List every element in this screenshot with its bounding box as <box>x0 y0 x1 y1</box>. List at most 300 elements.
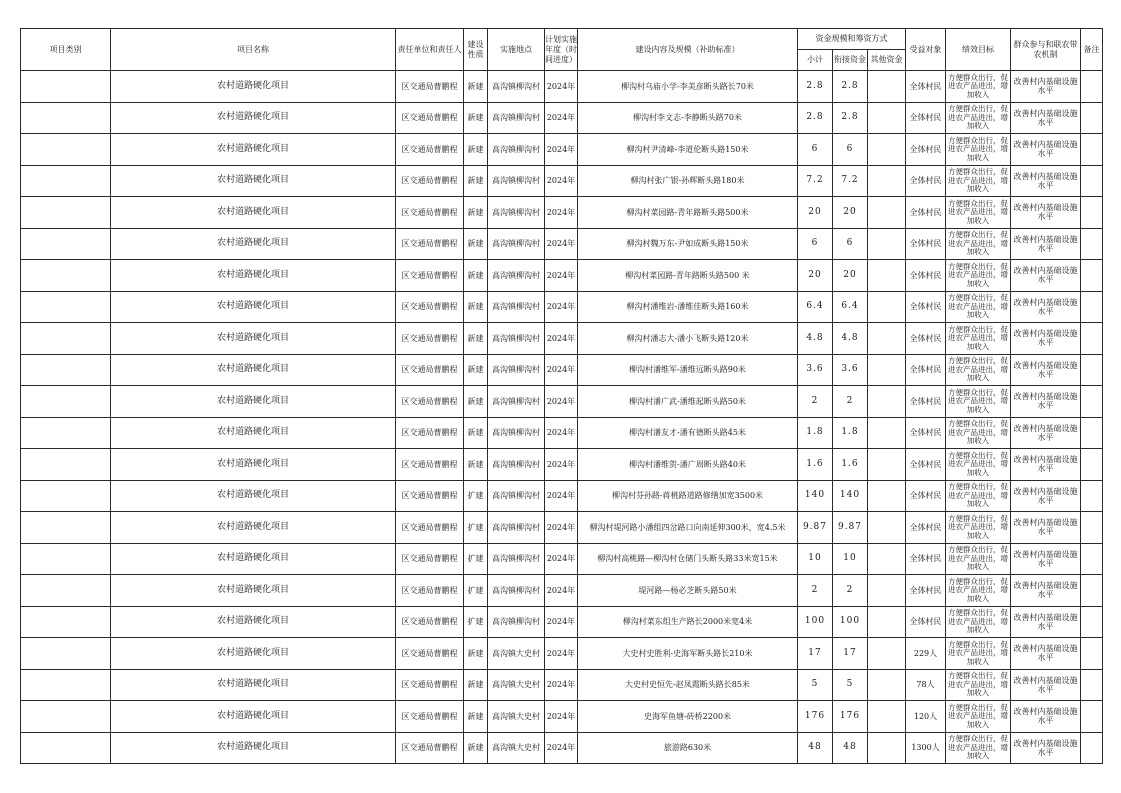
remarks-cell <box>1081 228 1103 260</box>
remarks-cell <box>1081 512 1103 544</box>
other-cell <box>868 197 906 229</box>
location-cell: 高沟镇柳沟村 <box>488 449 545 481</box>
mechanism-cell: 改善村内基础设施水平 <box>1011 71 1081 103</box>
project-name-cell: 农村道路硬化项目 <box>111 228 396 260</box>
table-row <box>21 669 1103 701</box>
location-cell: 高沟镇柳沟村 <box>488 197 545 229</box>
header-category: 项目类别 <box>21 29 111 71</box>
remarks-cell <box>1081 323 1103 355</box>
other-cell <box>868 102 906 134</box>
beneficiary-cell: 全体村民 <box>906 260 946 292</box>
remarks-cell <box>1081 134 1103 166</box>
project-name-cell: 农村道路硬化项目 <box>111 480 396 512</box>
nature-cell: 新建 <box>464 260 488 292</box>
table-row <box>21 260 1103 292</box>
beneficiary-cell: 全体村民 <box>906 575 946 607</box>
remarks-cell <box>1081 291 1103 323</box>
project-name-cell: 农村道路硬化项目 <box>111 102 396 134</box>
responsible-cell: 区交通局曹鹏程 <box>396 165 464 197</box>
year-cell: 2024年 <box>545 134 578 166</box>
content-cell: 柳沟村潘友才-潘有德断头路45米 <box>578 417 798 449</box>
goal-cell: 方便群众出行，促进农产品进出，增加收入 <box>946 606 1011 638</box>
location-cell: 高沟镇大史村 <box>488 638 545 670</box>
header-remarks: 备注 <box>1081 29 1103 71</box>
project-name-cell: 农村道路硬化项目 <box>111 701 396 733</box>
content-cell: 柳沟村尹清峰-李道伦断头路150米 <box>578 134 798 166</box>
mechanism-cell: 改善村内基础设施水平 <box>1011 197 1081 229</box>
project-name-cell: 农村道路硬化项目 <box>111 417 396 449</box>
category-cell <box>21 260 111 292</box>
beneficiary-cell: 全体村民 <box>906 102 946 134</box>
table-row <box>21 417 1103 449</box>
remarks-cell <box>1081 354 1103 386</box>
content-cell: 大史村史恒先-赵凤霞断头路长85米 <box>578 669 798 701</box>
location-cell: 高沟镇柳沟村 <box>488 512 545 544</box>
beneficiary-cell: 229人 <box>906 638 946 670</box>
subtotal-cell: 20 <box>798 260 833 292</box>
year-cell: 2024年 <box>545 354 578 386</box>
header-finance: 衔接资金 <box>833 50 868 71</box>
location-cell: 高沟镇柳沟村 <box>488 575 545 607</box>
beneficiary-cell: 全体村民 <box>906 197 946 229</box>
responsible-cell: 区交通局曹鹏程 <box>396 543 464 575</box>
project-name-cell: 农村道路硬化项目 <box>111 638 396 670</box>
finance-cell: 9.87 <box>833 512 868 544</box>
nature-cell: 新建 <box>464 669 488 701</box>
table-row <box>21 165 1103 197</box>
year-cell: 2024年 <box>545 102 578 134</box>
goal-cell: 方便群众出行，促进农产品进出，增加收入 <box>946 480 1011 512</box>
category-cell <box>21 291 111 323</box>
location-cell: 高沟镇大史村 <box>488 701 545 733</box>
beneficiary-cell: 全体村民 <box>906 543 946 575</box>
other-cell <box>868 512 906 544</box>
category-cell <box>21 638 111 670</box>
mechanism-cell: 改善村内基础设施水平 <box>1011 228 1081 260</box>
beneficiary-cell: 全体村民 <box>906 480 946 512</box>
table-row <box>21 575 1103 607</box>
mechanism-cell: 改善村内基础设施水平 <box>1011 480 1081 512</box>
subtotal-cell: 20 <box>798 197 833 229</box>
beneficiary-cell: 全体村民 <box>906 71 946 103</box>
mechanism-cell: 改善村内基础设施水平 <box>1011 386 1081 418</box>
beneficiary-cell: 1300人 <box>906 732 946 764</box>
goal-cell: 方便群众出行，促进农产品进出，增加收入 <box>946 669 1011 701</box>
subtotal-cell: 9.87 <box>798 512 833 544</box>
subtotal-cell: 10 <box>798 543 833 575</box>
location-cell: 高沟镇柳沟村 <box>488 71 545 103</box>
project-name-cell: 农村道路硬化项目 <box>111 386 396 418</box>
project-name-cell: 农村道路硬化项目 <box>111 197 396 229</box>
category-cell <box>21 449 111 481</box>
finance-cell: 140 <box>833 480 868 512</box>
mechanism-cell: 改善村内基础设施水平 <box>1011 543 1081 575</box>
category-cell <box>21 512 111 544</box>
nature-cell: 新建 <box>464 134 488 166</box>
remarks-cell <box>1081 732 1103 764</box>
project-name-cell: 农村道路硬化项目 <box>111 260 396 292</box>
nature-cell: 新建 <box>464 732 488 764</box>
category-cell <box>21 134 111 166</box>
beneficiary-cell: 全体村民 <box>906 386 946 418</box>
responsible-cell: 区交通局曹鹏程 <box>396 638 464 670</box>
subtotal-cell: 2 <box>798 575 833 607</box>
goal-cell: 方便群众出行，促进农产品进出，增加收入 <box>946 71 1011 103</box>
goal-cell: 方便群众出行，促进农产品进出，增加收入 <box>946 291 1011 323</box>
beneficiary-cell: 全体村民 <box>906 354 946 386</box>
remarks-cell <box>1081 386 1103 418</box>
year-cell: 2024年 <box>545 575 578 607</box>
goal-cell: 方便群众出行，促进农产品进出，增加收入 <box>946 102 1011 134</box>
header-beneficiary: 受益对象 <box>906 29 946 71</box>
header-goal: 绩效目标 <box>946 29 1011 71</box>
category-cell <box>21 701 111 733</box>
table-row <box>21 197 1103 229</box>
category-cell <box>21 417 111 449</box>
remarks-cell <box>1081 417 1103 449</box>
responsible-cell: 区交通局曹鹏程 <box>396 701 464 733</box>
mechanism-cell: 改善村内基础设施水平 <box>1011 575 1081 607</box>
responsible-cell: 区交通局曹鹏程 <box>396 260 464 292</box>
year-cell: 2024年 <box>545 732 578 764</box>
content-cell: 柳沟村魏万东-尹如成断头路150米 <box>578 228 798 260</box>
nature-cell: 新建 <box>464 102 488 134</box>
header-location: 实施地点 <box>488 29 545 71</box>
project-name-cell: 农村道路硬化项目 <box>111 323 396 355</box>
subtotal-cell: 4.8 <box>798 323 833 355</box>
finance-cell: 1.6 <box>833 449 868 481</box>
finance-cell: 6.4 <box>833 291 868 323</box>
subtotal-cell: 176 <box>798 701 833 733</box>
table-body <box>21 71 1103 764</box>
beneficiary-cell: 全体村民 <box>906 228 946 260</box>
nature-cell: 新建 <box>464 386 488 418</box>
remarks-cell <box>1081 480 1103 512</box>
subtotal-cell: 6 <box>798 228 833 260</box>
subtotal-cell: 3.6 <box>798 354 833 386</box>
table-row <box>21 543 1103 575</box>
category-cell <box>21 197 111 229</box>
finance-cell: 2 <box>833 386 868 418</box>
project-table <box>20 28 1103 764</box>
remarks-cell <box>1081 71 1103 103</box>
nature-cell: 新建 <box>464 417 488 449</box>
goal-cell: 方便群众出行，促进农产品进出，增加收入 <box>946 449 1011 481</box>
content-cell: 史海军鱼塘-砖桥2200米 <box>578 701 798 733</box>
project-name-cell: 农村道路硬化项目 <box>111 512 396 544</box>
location-cell: 高沟镇柳沟村 <box>488 606 545 638</box>
header-schedule: 计划实施年度（时间进度） <box>545 29 578 71</box>
year-cell: 2024年 <box>545 165 578 197</box>
project-name-cell: 农村道路硬化项目 <box>111 543 396 575</box>
project-name-cell: 农村道路硬化项目 <box>111 291 396 323</box>
beneficiary-cell: 全体村民 <box>906 134 946 166</box>
other-cell <box>868 575 906 607</box>
category-cell <box>21 732 111 764</box>
goal-cell: 方便群众出行，促进农产品进出，增加收入 <box>946 417 1011 449</box>
other-cell <box>868 606 906 638</box>
remarks-cell <box>1081 606 1103 638</box>
year-cell: 2024年 <box>545 606 578 638</box>
year-cell: 2024年 <box>545 480 578 512</box>
content-cell: 堤河路—杨必芝断头路50米 <box>578 575 798 607</box>
responsible-cell: 区交通局曹鹏程 <box>396 228 464 260</box>
mechanism-cell: 改善村内基础设施水平 <box>1011 291 1081 323</box>
other-cell <box>868 165 906 197</box>
project-name-cell: 农村道路硬化项目 <box>111 669 396 701</box>
mechanism-cell: 改善村内基础设施水平 <box>1011 260 1081 292</box>
finance-cell: 176 <box>833 701 868 733</box>
header-content: 建设内容及规模（补助标准） <box>578 29 798 71</box>
responsible-cell: 区交通局曹鹏程 <box>396 71 464 103</box>
nature-cell: 扩建 <box>464 575 488 607</box>
mechanism-cell: 改善村内基础设施水平 <box>1011 102 1081 134</box>
finance-cell: 6 <box>833 228 868 260</box>
goal-cell: 方便群众出行，促进农产品进出，增加收入 <box>946 323 1011 355</box>
responsible-cell: 区交通局曹鹏程 <box>396 134 464 166</box>
remarks-cell <box>1081 260 1103 292</box>
category-cell <box>21 102 111 134</box>
content-cell: 柳沟村乌庙小学-李美彦断头路长70米 <box>578 71 798 103</box>
other-cell <box>868 449 906 481</box>
location-cell: 高沟镇大史村 <box>488 669 545 701</box>
header-responsible: 责任单位和责任人 <box>396 29 464 71</box>
goal-cell: 方便群众出行，促进农产品进出，增加收入 <box>946 638 1011 670</box>
table-row <box>21 102 1103 134</box>
finance-cell: 2.8 <box>833 71 868 103</box>
nature-cell: 扩建 <box>464 512 488 544</box>
goal-cell: 方便群众出行，促进农产品进出，增加收入 <box>946 260 1011 292</box>
other-cell <box>868 638 906 670</box>
goal-cell: 方便群众出行，促进农产品进出，增加收入 <box>946 354 1011 386</box>
content-cell: 柳沟村潘维贺-潘广周断头路40米 <box>578 449 798 481</box>
responsible-cell: 区交通局曹鹏程 <box>396 102 464 134</box>
mechanism-cell: 改善村内基础设施水平 <box>1011 732 1081 764</box>
location-cell: 高沟镇柳沟村 <box>488 417 545 449</box>
other-cell <box>868 543 906 575</box>
finance-cell: 20 <box>833 260 868 292</box>
finance-cell: 2 <box>833 575 868 607</box>
category-cell <box>21 669 111 701</box>
remarks-cell <box>1081 165 1103 197</box>
mechanism-cell: 改善村内基础设施水平 <box>1011 417 1081 449</box>
subtotal-cell: 7.2 <box>798 165 833 197</box>
category-cell <box>21 543 111 575</box>
header-subtotal: 小计 <box>798 50 833 71</box>
other-cell <box>868 260 906 292</box>
subtotal-cell: 5 <box>798 669 833 701</box>
responsible-cell: 区交通局曹鹏程 <box>396 197 464 229</box>
location-cell: 高沟镇柳沟村 <box>488 102 545 134</box>
category-cell <box>21 71 111 103</box>
nature-cell: 新建 <box>464 197 488 229</box>
responsible-cell: 区交通局曹鹏程 <box>396 354 464 386</box>
other-cell <box>868 291 906 323</box>
nature-cell: 新建 <box>464 449 488 481</box>
goal-cell: 方便群众出行，促进农产品进出，增加收入 <box>946 134 1011 166</box>
location-cell: 高沟镇柳沟村 <box>488 228 545 260</box>
nature-cell: 新建 <box>464 701 488 733</box>
table-row <box>21 480 1103 512</box>
category-cell <box>21 606 111 638</box>
category-cell <box>21 354 111 386</box>
remarks-cell <box>1081 638 1103 670</box>
beneficiary-cell: 全体村民 <box>906 323 946 355</box>
beneficiary-cell: 全体村民 <box>906 449 946 481</box>
other-cell <box>868 701 906 733</box>
table-row <box>21 449 1103 481</box>
category-cell <box>21 386 111 418</box>
year-cell: 2024年 <box>545 669 578 701</box>
responsible-cell: 区交通局曹鹏程 <box>396 449 464 481</box>
content-cell: 柳沟村李文志-李静断头路70米 <box>578 102 798 134</box>
remarks-cell <box>1081 575 1103 607</box>
header-other: 其他资金 <box>868 50 906 71</box>
project-name-cell: 农村道路硬化项目 <box>111 732 396 764</box>
year-cell: 2024年 <box>545 638 578 670</box>
finance-cell: 2.8 <box>833 102 868 134</box>
other-cell <box>868 354 906 386</box>
nature-cell: 新建 <box>464 354 488 386</box>
mechanism-cell: 改善村内基础设施水平 <box>1011 512 1081 544</box>
year-cell: 2024年 <box>545 417 578 449</box>
other-cell <box>868 386 906 418</box>
responsible-cell: 区交通局曹鹏程 <box>396 291 464 323</box>
subtotal-cell: 48 <box>798 732 833 764</box>
finance-cell: 20 <box>833 197 868 229</box>
header-nature: 建设性质 <box>464 29 488 71</box>
finance-cell: 1.8 <box>833 417 868 449</box>
finance-cell: 6 <box>833 134 868 166</box>
responsible-cell: 区交通局曹鹏程 <box>396 575 464 607</box>
subtotal-cell: 6.4 <box>798 291 833 323</box>
location-cell: 高沟镇柳沟村 <box>488 291 545 323</box>
header-project-name: 项目名称 <box>111 29 396 71</box>
content-cell: 柳沟村菜东组生产路长2000米宽4米 <box>578 606 798 638</box>
responsible-cell: 区交通局曹鹏程 <box>396 480 464 512</box>
responsible-cell: 区交通局曹鹏程 <box>396 386 464 418</box>
mechanism-cell: 改善村内基础设施水平 <box>1011 449 1081 481</box>
nature-cell: 新建 <box>464 165 488 197</box>
beneficiary-cell: 120人 <box>906 701 946 733</box>
year-cell: 2024年 <box>545 323 578 355</box>
table-row <box>21 386 1103 418</box>
subtotal-cell: 1.8 <box>798 417 833 449</box>
project-name-cell: 农村道路硬化项目 <box>111 354 396 386</box>
subtotal-cell: 100 <box>798 606 833 638</box>
content-cell: 柳沟村潘志大-潘小飞断头路120米 <box>578 323 798 355</box>
year-cell: 2024年 <box>545 228 578 260</box>
mechanism-cell: 改善村内基础设施水平 <box>1011 354 1081 386</box>
content-cell: 柳沟村高桃路—柳沟村仓储门头断头路33米宽15米 <box>578 543 798 575</box>
other-cell <box>868 323 906 355</box>
other-cell <box>868 417 906 449</box>
mechanism-cell: 改善村内基础设施水平 <box>1011 134 1081 166</box>
table-row <box>21 323 1103 355</box>
other-cell <box>868 71 906 103</box>
mechanism-cell: 改善村内基础设施水平 <box>1011 638 1081 670</box>
content-cell: 柳沟村菜园路-青年路断头路500米 <box>578 197 798 229</box>
header-mechanism: 群众参与和联农带农机制 <box>1011 29 1081 71</box>
project-name-cell: 农村道路硬化项目 <box>111 71 396 103</box>
finance-cell: 100 <box>833 606 868 638</box>
beneficiary-cell: 全体村民 <box>906 165 946 197</box>
nature-cell: 扩建 <box>464 606 488 638</box>
responsible-cell: 区交通局曹鹏程 <box>396 323 464 355</box>
other-cell <box>868 480 906 512</box>
content-cell: 柳沟村潘维军-潘维远断头路90米 <box>578 354 798 386</box>
subtotal-cell: 2.8 <box>798 71 833 103</box>
year-cell: 2024年 <box>545 386 578 418</box>
finance-cell: 7.2 <box>833 165 868 197</box>
location-cell: 高沟镇柳沟村 <box>488 134 545 166</box>
goal-cell: 方便群众出行，促进农产品进出，增加收入 <box>946 386 1011 418</box>
category-cell <box>21 165 111 197</box>
goal-cell: 方便群众出行，促进农产品进出，增加收入 <box>946 543 1011 575</box>
year-cell: 2024年 <box>545 291 578 323</box>
goal-cell: 方便群众出行，促进农产品进出，增加收入 <box>946 512 1011 544</box>
beneficiary-cell: 全体村民 <box>906 417 946 449</box>
finance-cell: 5 <box>833 669 868 701</box>
remarks-cell <box>1081 701 1103 733</box>
content-cell: 柳沟村潘维岩-潘维佳断头路160米 <box>578 291 798 323</box>
goal-cell: 方便群众出行，促进农产品进出，增加收入 <box>946 197 1011 229</box>
table-row <box>21 732 1103 764</box>
location-cell: 高沟镇柳沟村 <box>488 386 545 418</box>
remarks-cell <box>1081 669 1103 701</box>
table-row <box>21 354 1103 386</box>
goal-cell: 方便群众出行，促进农产品进出，增加收入 <box>946 732 1011 764</box>
mechanism-cell: 改善村内基础设施水平 <box>1011 606 1081 638</box>
year-cell: 2024年 <box>545 701 578 733</box>
other-cell <box>868 134 906 166</box>
project-name-cell: 农村道路硬化项目 <box>111 606 396 638</box>
beneficiary-cell: 全体村民 <box>906 291 946 323</box>
project-table-sheet <box>20 28 1102 760</box>
year-cell: 2024年 <box>545 260 578 292</box>
nature-cell: 新建 <box>464 638 488 670</box>
content-cell: 柳沟村堤河路小潘组四岔路口向南延伸300米，宽4.5米 <box>578 512 798 544</box>
finance-cell: 17 <box>833 638 868 670</box>
other-cell <box>868 228 906 260</box>
category-cell <box>21 228 111 260</box>
mechanism-cell: 改善村内基础设施水平 <box>1011 669 1081 701</box>
nature-cell: 扩建 <box>464 480 488 512</box>
mechanism-cell: 改善村内基础设施水平 <box>1011 165 1081 197</box>
subtotal-cell: 6 <box>798 134 833 166</box>
table-row <box>21 291 1103 323</box>
table-row <box>21 638 1103 670</box>
subtotal-cell: 17 <box>798 638 833 670</box>
responsible-cell: 区交通局曹鹏程 <box>396 417 464 449</box>
finance-cell: 3.6 <box>833 354 868 386</box>
year-cell: 2024年 <box>545 197 578 229</box>
nature-cell: 扩建 <box>464 543 488 575</box>
mechanism-cell: 改善村内基础设施水平 <box>1011 701 1081 733</box>
finance-cell: 10 <box>833 543 868 575</box>
nature-cell: 新建 <box>464 228 488 260</box>
year-cell: 2024年 <box>545 543 578 575</box>
location-cell: 高沟镇柳沟村 <box>488 543 545 575</box>
finance-cell: 4.8 <box>833 323 868 355</box>
nature-cell: 新建 <box>464 291 488 323</box>
responsible-cell: 区交通局曹鹏程 <box>396 606 464 638</box>
header-funding: 资金规模和筹资方式 <box>798 29 906 50</box>
location-cell: 高沟镇柳沟村 <box>488 165 545 197</box>
project-name-cell: 农村道路硬化项目 <box>111 165 396 197</box>
beneficiary-cell: 全体村民 <box>906 606 946 638</box>
goal-cell: 方便群众出行，促进农产品进出，增加收入 <box>946 701 1011 733</box>
